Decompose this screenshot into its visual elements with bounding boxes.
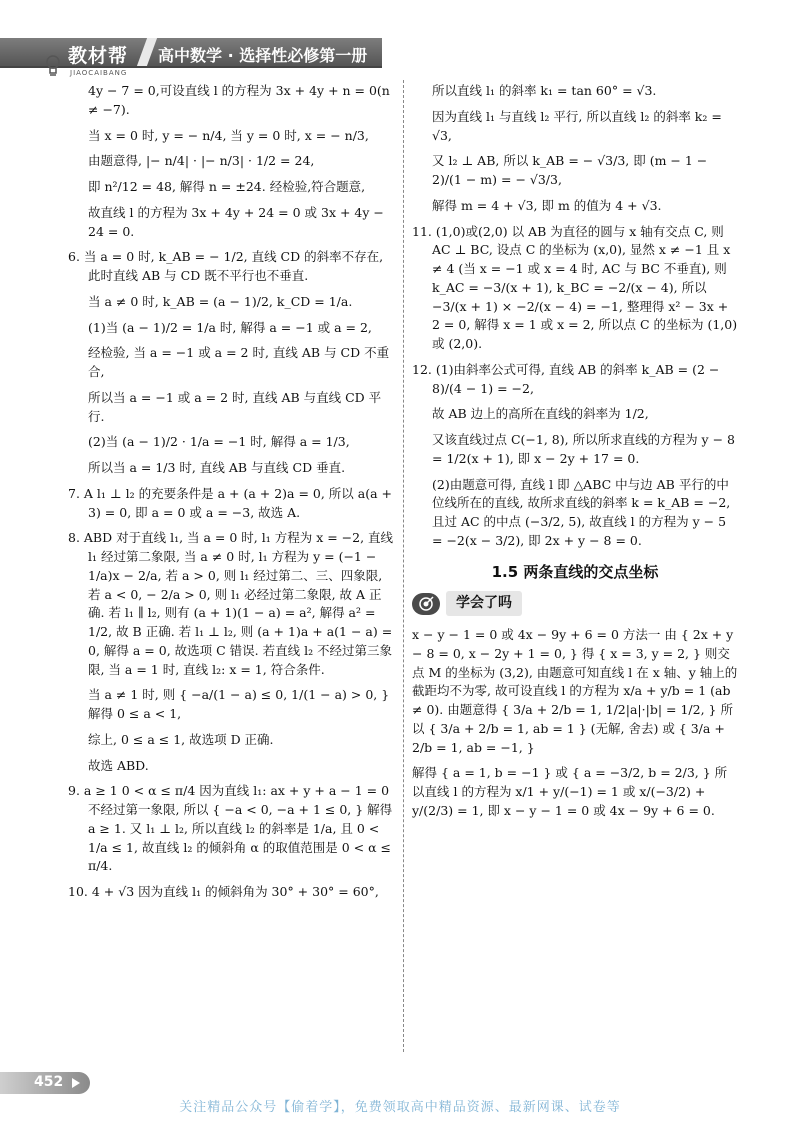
right-paragraph: 又该直线过点 C(−1, 8), 所以所求直线的方程为 y − 8 = 1/2(x + 1), 即 x − 2y + 17 = 0. xyxy=(432,432,735,466)
lightbulb-icon xyxy=(44,54,62,78)
left-paragraph: 所以当 a = 1/3 时, 直线 AB 与直线 CD 垂直. xyxy=(88,460,346,475)
left-column xyxy=(68,82,394,909)
answer-7: 7. A l₁ ⊥ l₂ 的充要条件是 a + (a + 2)a = 0, 所以 a(a + 3) = 0, 即 a = 0 或 a = −3, 故选 A. xyxy=(68,485,392,520)
brand-name: 教材帮 xyxy=(68,45,129,67)
left-paragraph: 经检验, 当 a = −1 或 a = 2 时, 直线 AB 与 CD 不重合, xyxy=(88,345,390,379)
answer-6: 6. 当 a = 0 时, k_AB = − 1/2, 直线 CD 的斜率不存在, 此时直线 AB 与 CD 既不平行也不垂直. xyxy=(68,249,384,283)
answer-11: 11. (1,0)或(2,0) 以 AB 为直径的圆与 x 轴有交点 C, 则 AC ⊥ BC, 设点 C 的坐标为 (x,0), 显然 x ≠ −1 且 x ≠ 4 (当 x = −1 或 x = 4 时, AC 与 BC 不垂直), 则 k_AC = −3/(x + 1), k_BC = −2/(x − 4), 所以 −3/(x + 1) × −2/(x − 4) = −1, 整理得 x² − 3x + 2 = 0, 解得 x = 1 或 x = 2, 所以点 C 的坐标为 (1,0) 或 (2,0). xyxy=(412,223,738,351)
section-answer: x − y − 1 = 0 或 4x − 9y + 6 = 0 方法一 由 { 2x + y − 8 = 0, x − 2y + 1 = 0, } 得 { x = 3, y = 2, } 则交点 M 的坐标为 (3,2), 由题意可知直线 l 在 x 轴、y 轴上的截距均不为零, 故可设直线 l 的方程为 x/a + y/b = 1 (ab ≠ 0). 由题意得 { 3/a + 2/b = 1, 1/2|a|·|b| = 1/2, } 所以 { 3/a + 2/b = 1, ab = 1 } (无解, 舍去) 或 { 3/a + 2/b = 1, ab = −1, } xyxy=(412,627,738,755)
brand-subtitle: JIAOCAIBANG xyxy=(70,69,128,77)
column-divider xyxy=(403,80,404,1052)
left-paragraph: (2)当 (a − 1)/2 · 1/a = −1 时, 解得 a = 1/3, xyxy=(88,434,350,450)
left-paragraph: 由题意得, |− n/4| · |− n/3| · 1/2 = 24, xyxy=(88,153,315,169)
section-answer: 解得 { a = 1, b = −1 } 或 { a = −3/2, b = 2/3, } 所以直线 l 的方程为 x/1 + y/(−1) = 1 或 x/(−3/2) + y/(2/3) = 1, 即 x − y − 1 = 0 或 4x − 9y + 6 = 0. xyxy=(412,765,728,818)
footer-watermark-text: 关注精品公众号【偷着学】，免费领取高中精品资源、最新网课、试卷等 xyxy=(179,1100,621,1115)
left-paragraph: 4y − 7 = 0,可设直线 l 的方程为 3x + 4y + n = 0(n ≠ −7). xyxy=(88,83,390,117)
arrow-right-icon xyxy=(72,1078,80,1088)
left-paragraph: 当 x = 0 时, y = − n/4, 当 y = 0 时, x = − n/3, xyxy=(88,127,369,143)
right-paragraph: 又 l₂ ⊥ AB, 所以 k_AB = − √3/3, 即 (m − 1 − 2)/(1 − m) = − √3/3, xyxy=(432,153,708,187)
section-title: 1.5 两条直线的交点坐标 xyxy=(491,562,659,581)
page-header xyxy=(0,0,800,78)
badge-label: 学会了吗 xyxy=(446,591,522,616)
right-paragraph: 所以直线 l₁ 的斜率 k₁ = tan 60° = √3. xyxy=(432,83,657,98)
right-paragraph: (2)由题意可得, 直线 l 即 △ABC 中与边 AB 平行的中位线所在的直线, 故所求直线的斜率 k = k_AB = −2, 且过 AC 的中点 (−3/2, 5), 故直线 l 的方程为 y − 5 = −2(x − 3/2), 即 2x + y − 8 = 0. xyxy=(432,476,731,548)
left-paragraph: 故直线 l 的方程为 3x + 4y + 24 = 0 或 3x + 4y − 24 = 0. xyxy=(88,204,384,239)
right-paragraph: 解得 m = 4 + √3, 即 m 的值为 4 + √3. xyxy=(432,197,662,213)
left-paragraph: 当 a ≠ 1 时, 则 { −a/(1 − a) ≤ 0, 1/(1 − a) > 0, } 解得 0 ≤ a < 1, xyxy=(88,687,390,721)
right-column xyxy=(412,82,738,828)
target-icon xyxy=(412,593,440,615)
left-paragraph: 所以当 a = −1 或 a = 2 时, 直线 AB 与直线 CD 平行. xyxy=(88,389,382,424)
page-number-tab xyxy=(0,1072,90,1094)
answer-9: 9. a ≥ 1 0 < α ≤ π/4 因为直线 l₁: ax + y + a − 1 = 0 不经过第一象限, 所以 { −a < 0, −a + 1 ≤ 0, } 解得 a ≥ 1. 又 l₁ ⊥ l₂, 所以直线 l₂ 的斜率是 1/a, 且 0 < 1/a ≤ 1, 故直线 l₂ 的倾斜角 α 的取值范围是 0 < α ≤ π/4. xyxy=(68,783,393,874)
book-title: 高中数学 · 选择性必修第一册 xyxy=(158,46,368,65)
left-paragraph: 即 n²/12 = 48, 解得 n = ±24. 经检验,符合题意, xyxy=(88,179,366,194)
page-number: 452 xyxy=(34,1074,64,1090)
left-paragraph: (1)当 (a − 1)/2 = 1/a 时, 解得 a = −1 或 a = 2, xyxy=(88,319,372,335)
left-paragraph: 综上, 0 ≤ a ≤ 1, 故选项 D 正确. xyxy=(88,731,274,747)
left-paragraph: 故选 ABD. xyxy=(88,757,149,773)
answer-10: 10. 4 + √3 因为直线 l₁ 的倾斜角为 30° + 30° = 60°, xyxy=(68,884,379,899)
right-paragraph: 因为直线 l₁ 与直线 l₂ 平行, 所以直线 l₂ 的斜率 k₂ = √3, xyxy=(432,108,722,143)
section-badge xyxy=(412,591,738,616)
answer-12: 12. (1)由斜率公式可得, 直线 AB 的斜率 k_AB = (2 − 8)/(4 − 1) = −2, xyxy=(412,361,720,396)
right-paragraph: 故 AB 边上的高所在直线的斜率为 1/2, xyxy=(432,406,649,422)
left-paragraph: 当 a ≠ 0 时, k_AB = (a − 1)/2, k_CD = 1/a. xyxy=(88,293,353,309)
answer-8: 8. ABD 对于直线 l₁, 当 a = 0 时, l₁ 方程为 x = −2, 直线 l₁ 经过第二象限, 当 a ≠ 0 时, l₁ 方程为 y = (−1 − 1/a)x − 2/a, 若 a > 0, 则 l₁ 经过第二、三、四象限, 若 a < 0, − 2/a > 0, 则 l₁ 必经过第二象限, 故 A 正确. 若 l₁ ∥ l₂, 则有 (a + 1)(1 − a) = a², 解得 a² = 1/2, 故 B 正确. 若 l₁ ⊥ l₂, 则 (a + 1)a + a(1 − a) = 0, 解得 a = 0, 故选项 C 错误. 若直线 l₂ 不经过第三象限, 当 a = 1 时, 直线 l₂: x = 1, 符合条件. xyxy=(68,530,394,677)
